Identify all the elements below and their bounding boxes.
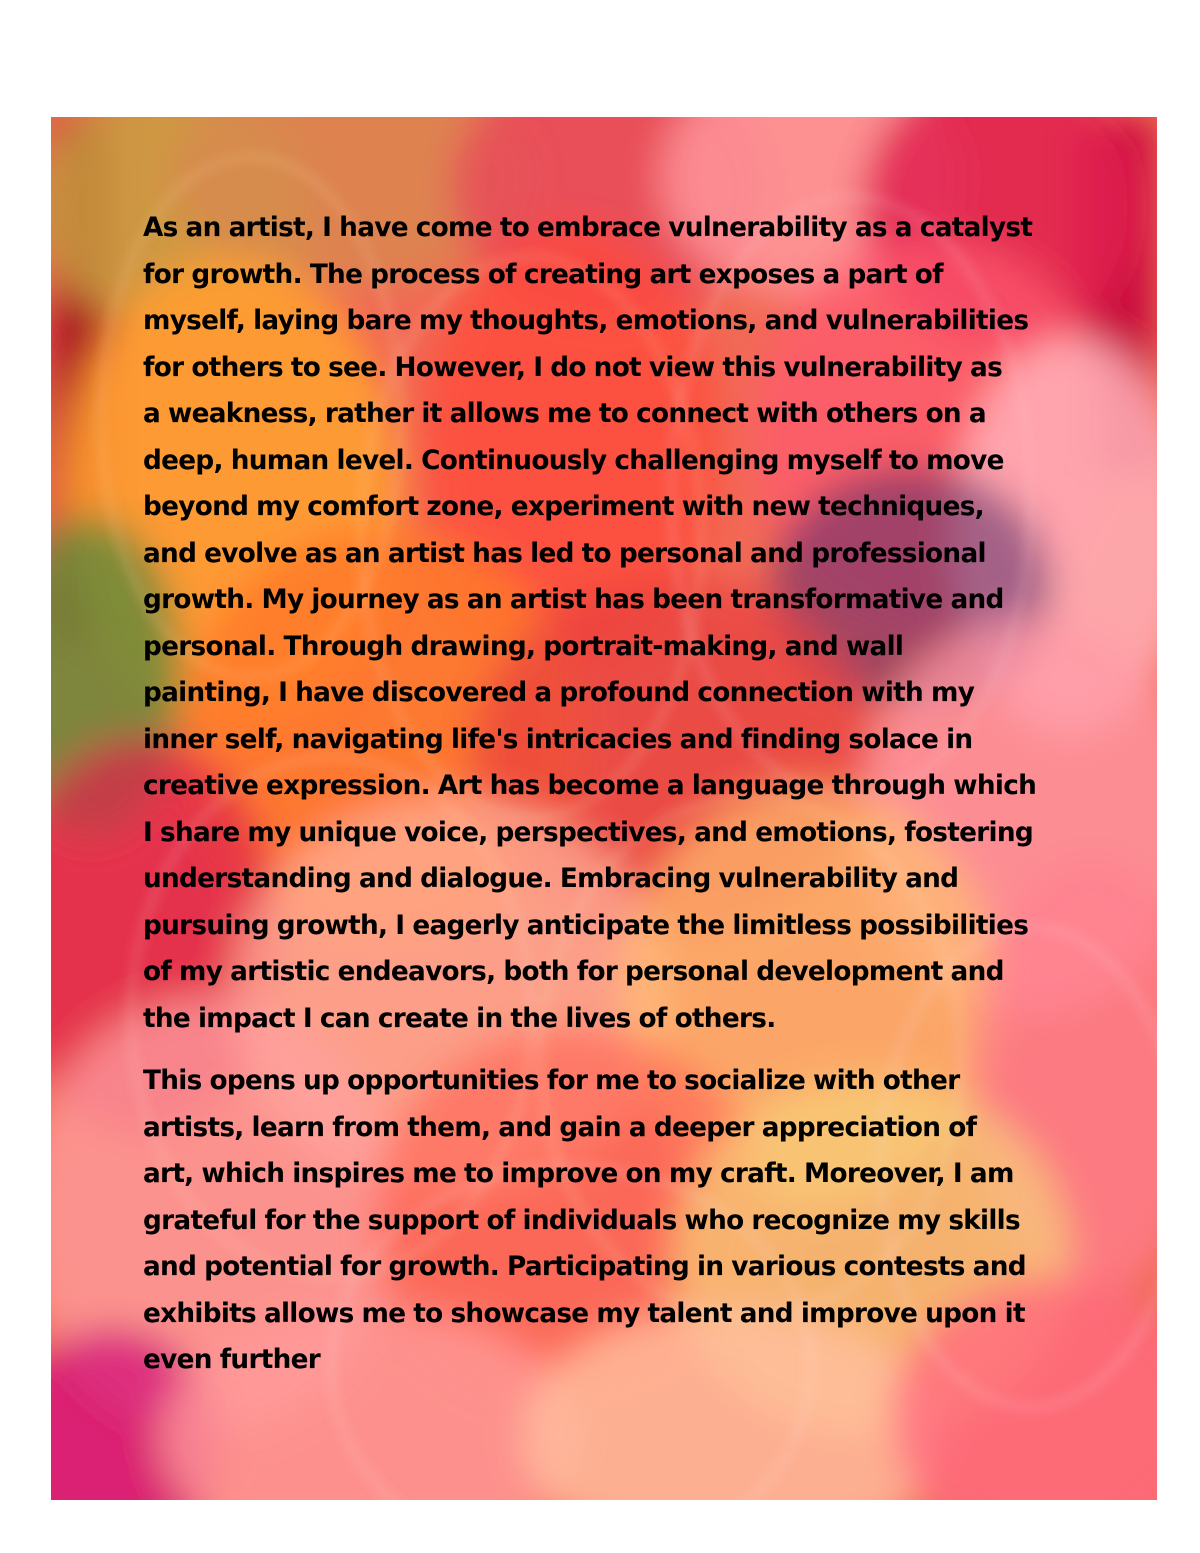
statement-paragraph-1: As an artist, I have come to embrace vulnerability as a catalyst for growth. The process of creating art exposes a part of myself, laying bare my thoughts, emotions, and vulnerabilities for others to see. However, I do not view this vulnerability as a weakness, rather it allows me to connect with others on a deep, human level. Continuously challenging myself to move beyond my comfort zone, experiment with new techniques, and evolve as an artist has led to personal and professional growth. My journey as an artist has been transformative and personal. Through drawing, portrait-making, and wall painting, I have discovered a profound connection with my inner self, navigating life's intricacies and finding solace in creative expression. Art has become a language through which I share my unique voice, perspectives, and emotions, fostering understanding and dialogue. Embracing vulnerability and pursuing growth, I eagerly anticipate the limitless possibilities of my artistic endeavors, both for personal development and the impact I can create in the lives of others. [143, 213, 1037, 1034]
artist-statement [143, 205, 1073, 1384]
statement-paragraph-2: This opens up opportunities for me to socialize with other artists, learn from them, and gain a deeper appreciation of art, which inspires me to improve on my craft. Moreover, I am grateful for the support of individuals who recognize my skills and potential for growth. Participating in various contests and exhibits allows me to showcase my talent and improve upon it even further [143, 1066, 1026, 1375]
abstract-bokeh-background [51, 117, 1157, 1500]
